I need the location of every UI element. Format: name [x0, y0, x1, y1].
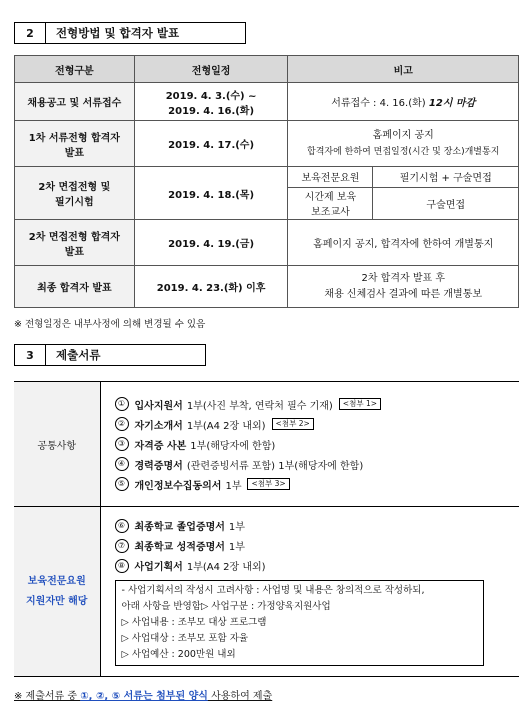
stage-note [288, 167, 519, 220]
special-label: 보육전문요원 지원자만 해당 [14, 507, 100, 677]
documents-table [14, 381, 519, 677]
stage-date: 2019. 4. 3.(수) ~ 2019. 4. 16.(화) [134, 83, 288, 121]
stage-note: 홈페이지 공지, 합격자에 한하여 개별통지 [288, 220, 519, 266]
table-row [15, 167, 519, 220]
table-row [14, 382, 519, 507]
section-number: 2 [14, 22, 46, 44]
submission-note: ※ 제출서류 중 ①, ②, ⑤ 서류는 첨부된 양식 사용하여 제출 [14, 691, 273, 702]
stage-date: 2019. 4. 19.(금) [134, 220, 288, 266]
table-row [15, 266, 519, 308]
list-item: ⑦ 최종학교 성적증명서 1부 [115, 536, 520, 556]
section-3-header [14, 344, 206, 366]
stage-date: 2019. 4. 17.(수) [134, 121, 288, 167]
list-item: ⑥ 최종학교 졸업증명서 1부 [115, 516, 520, 536]
attachment-tag: <첨부 1> [339, 398, 381, 410]
column-header: 비고 [288, 56, 519, 83]
sub-role: 시간제 보육 보조교사 [288, 187, 373, 219]
column-header: 전형구분 [15, 56, 135, 83]
special-docs-list [100, 507, 519, 677]
stage-name: 1차 서류전형 합격자 발표 [15, 121, 135, 167]
table-row [14, 507, 519, 677]
section-2-header [14, 22, 246, 44]
table-row [15, 220, 519, 266]
attachment-tag: <첨부 2> [272, 418, 314, 430]
schedule-footnote: ※ 전형일정은 내부사정에 의해 변경될 수 있음 [14, 319, 206, 330]
table-row [15, 121, 519, 167]
section-title: 제출서류 [46, 344, 206, 366]
list-item: ① 입사지원서 1부(사진 부착, 연락처 필수 기재) <첨부 1> [115, 394, 520, 414]
guide-line: ▷ 사업예산 : 200만원 내외 [121, 648, 236, 660]
sub-method: 필기시험 + 구술면접 [373, 167, 518, 187]
guide-line: - 사업기획서의 작성시 고려사항 : 사업명 및 내용은 창의적으로 작성하되, [121, 584, 425, 596]
section-title: 전형방법 및 합격자 발표 [46, 22, 246, 44]
table-row [15, 83, 519, 121]
stage-note: 홈페이지 공지 합격자에 한하여 면접일정(시간 및 장소)개별통지 [288, 121, 519, 167]
column-header: 전형일정 [134, 56, 288, 83]
attachment-tag: <첨부 3> [247, 478, 289, 490]
stage-date: 2019. 4. 23.(화) 이후 [134, 266, 288, 308]
schedule-table [14, 55, 519, 308]
list-item: ③ 자격증 사본 1부(해당자에 한함) [115, 434, 520, 454]
stage-note: 2차 합격자 발표 후 채용 신체검사 결과에 따른 개별통보 [288, 266, 519, 308]
stage-name: 2차 면접전형 합격자 발표 [15, 220, 135, 266]
common-docs-list [100, 382, 519, 507]
guide-line: ▷ 사업내용 : 조부모 대상 프로그램 [121, 616, 267, 628]
common-label: 공통사항 [14, 382, 100, 507]
guide-line: ▷ 사업대상 : 조부모 포함 자율 [121, 632, 249, 644]
list-item: ⑧ 사업기획서 1부(A4 2장 내외) [115, 556, 520, 576]
guide-line: 아래 사항을 반영함▷ 사업구분 : 가정양육지원사업 [121, 600, 331, 612]
list-item: ② 자기소개서 1부(A4 2장 내외) <첨부 2> [115, 414, 520, 434]
section-number: 3 [14, 344, 46, 366]
sub-method: 구술면접 [426, 199, 466, 211]
list-item: ④ 경력증명서 (관련증빙서류 포함) 1부(해당자에 한함) [115, 454, 520, 474]
sub-role: 보육전문요원 [288, 167, 373, 187]
stage-date: 2019. 4. 18.(목) [134, 167, 288, 220]
stage-name: 2차 면접전형 및 필기시험 [15, 167, 135, 220]
stage-name: 채용공고 및 서류접수 [15, 83, 135, 121]
stage-note: 서류접수 : 4. 16.(화) 12시 마감 [288, 83, 519, 121]
business-plan-guide-box [115, 580, 484, 666]
stage-name: 최종 합격자 발표 [15, 266, 135, 308]
table-header-row [15, 56, 519, 83]
list-item: ⑤ 개인정보수집동의서 1부 <첨부 3> [115, 474, 520, 494]
